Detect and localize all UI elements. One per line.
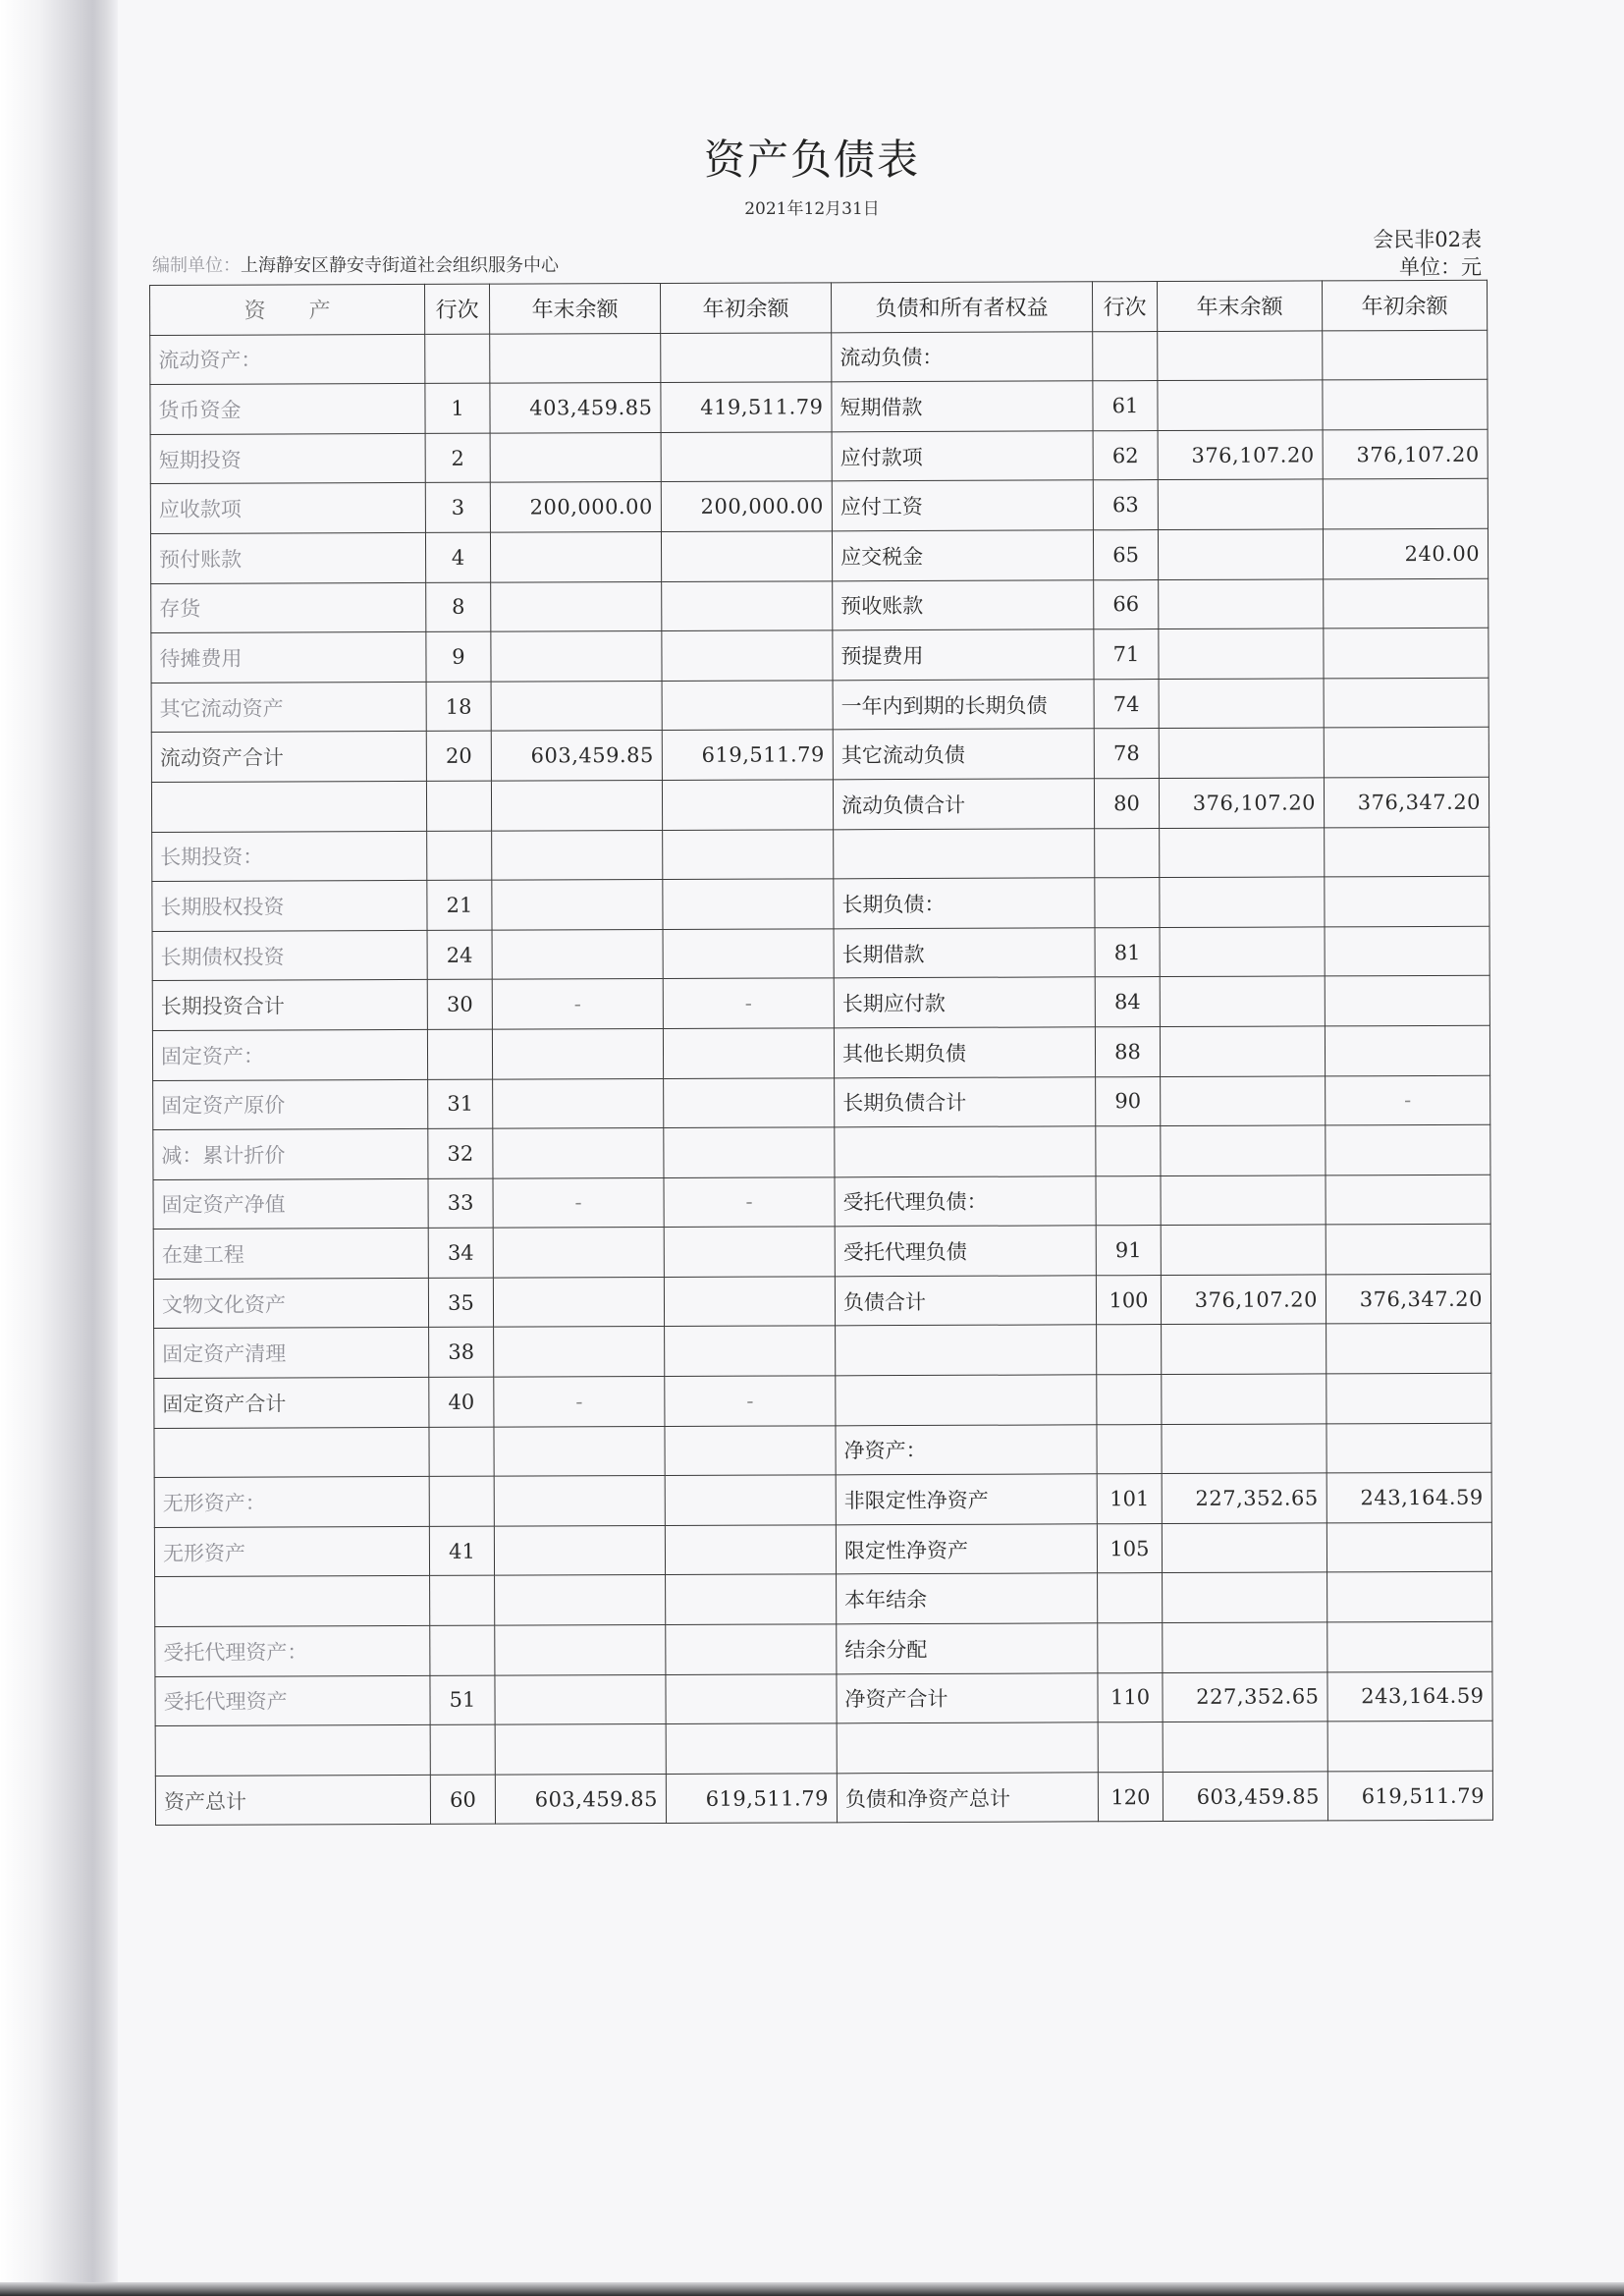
liability-item-label: 应付款项: [832, 431, 1093, 482]
liability-line-number: 80: [1094, 778, 1159, 828]
liability-line-number: [1096, 1175, 1161, 1226]
liability-item-label: 净资产：: [836, 1424, 1097, 1475]
asset-line-number: 9: [426, 631, 491, 682]
asset-item-label: [151, 781, 426, 832]
liability-item-label: 长期负债：: [834, 878, 1095, 929]
asset-begin-balance: [663, 879, 834, 929]
liability-begin-balance: 376,347.20: [1326, 1274, 1490, 1324]
liability-end-balance: [1163, 1572, 1327, 1622]
asset-begin-balance: [663, 829, 834, 879]
liability-item-label: [834, 828, 1095, 879]
liability-end-balance: 227,352.65: [1163, 1672, 1327, 1722]
liability-begin-balance: [1326, 1124, 1490, 1175]
asset-line-number: [425, 334, 490, 384]
liability-item-label: [836, 1325, 1097, 1376]
asset-item-label: [155, 1725, 430, 1777]
liability-begin-balance: [1327, 1621, 1492, 1671]
liability-line-number: 66: [1094, 579, 1159, 629]
asset-item-label: 固定资产合计: [154, 1377, 429, 1428]
asset-line-number: [430, 1724, 495, 1775]
table-row: [154, 1373, 1491, 1428]
liability-begin-balance: 376,107.20: [1323, 429, 1488, 479]
asset-begin-balance: 200,000.00: [661, 481, 832, 531]
liability-end-balance: [1158, 331, 1323, 381]
table-row: [153, 1274, 1490, 1329]
reporting-entity-label: 编制单位：: [152, 255, 241, 276]
asset-end-balance: [494, 1426, 665, 1476]
asset-end-balance: [493, 1078, 664, 1128]
asset-begin-balance: [662, 780, 833, 830]
liability-end-balance: [1161, 1175, 1326, 1226]
liability-line-number: [1095, 828, 1160, 878]
asset-line-number: 1: [425, 383, 490, 433]
asset-begin-balance: [664, 1227, 835, 1277]
page-spine-shadow: [0, 0, 118, 2296]
asset-begin-balance: [664, 1077, 835, 1127]
liability-end-balance: [1163, 1622, 1327, 1672]
asset-end-balance: 603,459.85: [491, 731, 662, 781]
asset-item-label: 短期投资: [150, 433, 425, 484]
table-row: [154, 1423, 1491, 1478]
asset-begin-balance: [661, 332, 832, 382]
asset-end-balance: -: [492, 979, 663, 1029]
liability-item-label: 本年结余: [837, 1573, 1098, 1624]
asset-begin-balance: [666, 1624, 837, 1674]
asset-end-balance: [493, 1128, 664, 1178]
asset-end-balance: -: [493, 1177, 664, 1228]
asset-end-balance: 603,459.85: [495, 1774, 666, 1824]
liability-item-label: 受托代理负债：: [835, 1175, 1096, 1227]
liability-line-number: [1098, 1722, 1163, 1773]
table-row: [151, 728, 1489, 783]
asset-end-balance: [494, 1327, 665, 1377]
liability-begin-balance: -: [1326, 1075, 1490, 1125]
asset-end-balance: 200,000.00: [490, 482, 661, 532]
liability-begin-balance: [1326, 1324, 1491, 1374]
liability-item-label: 受托代理负债: [835, 1226, 1096, 1277]
asset-item-label: 无形资产：: [154, 1477, 429, 1528]
table-row: [150, 429, 1488, 484]
asset-end-balance: [495, 1575, 666, 1625]
asset-item-label: 资产总计: [155, 1775, 430, 1826]
table-row: [153, 1075, 1490, 1130]
table-row: [151, 578, 1489, 633]
asset-begin-balance: 619,511.79: [662, 730, 833, 780]
liability-end-balance: 376,107.20: [1159, 778, 1324, 828]
liability-item-label: 流动负债合计: [833, 779, 1094, 830]
liability-begin-balance: [1323, 479, 1488, 529]
asset-item-label: 固定资产：: [152, 1029, 427, 1080]
liability-end-balance: [1158, 380, 1323, 430]
asset-begin-balance: [662, 681, 833, 731]
asset-end-balance: [490, 333, 661, 383]
table-row: [154, 1522, 1491, 1577]
liability-item-label: 限定性净资产: [836, 1524, 1097, 1575]
liability-begin-balance: [1326, 1423, 1491, 1473]
liability-begin-balance: [1324, 678, 1489, 728]
asset-line-number: 21: [427, 880, 492, 930]
table-row: [150, 330, 1488, 385]
table-row: [154, 1324, 1491, 1379]
liability-begin-balance: [1327, 1572, 1492, 1622]
liability-item-label: 结余分配: [837, 1623, 1098, 1674]
liability-end-balance: [1160, 927, 1325, 977]
asset-end-balance: [495, 1674, 666, 1724]
liability-item-label: [836, 1375, 1097, 1426]
asset-item-label: 流动资产：: [150, 334, 425, 385]
asset-end-balance: -: [494, 1377, 665, 1427]
header-asset: 资 产: [150, 284, 425, 335]
liability-end-balance: [1159, 578, 1324, 629]
liability-end-balance: [1161, 1075, 1326, 1125]
asset-line-number: 2: [425, 433, 490, 483]
liability-begin-balance: 619,511.79: [1327, 1771, 1492, 1821]
asset-item-label: 存货: [151, 582, 426, 633]
header-liability-begin: 年初余额: [1322, 280, 1487, 330]
table-row: [151, 777, 1489, 832]
liability-begin-balance: [1325, 1025, 1489, 1075]
liability-end-balance: [1162, 1424, 1326, 1474]
asset-begin-balance: [662, 630, 833, 681]
asset-item-label: 无形资产: [154, 1526, 429, 1577]
asset-end-balance: [495, 1724, 666, 1775]
liability-begin-balance: [1326, 1225, 1490, 1275]
asset-item-label: 预付账款: [150, 532, 425, 583]
liability-line-number: 100: [1096, 1275, 1161, 1325]
table-row: [152, 976, 1489, 1031]
asset-item-label: 待摊费用: [151, 632, 426, 683]
liability-begin-balance: [1325, 827, 1489, 877]
liability-item-label: 一年内到期的长期负债: [833, 680, 1094, 731]
liability-item-label: 长期负债合计: [835, 1076, 1096, 1127]
liability-end-balance: [1160, 877, 1325, 927]
asset-line-number: [429, 1476, 494, 1526]
asset-line-number: [429, 1427, 494, 1477]
asset-begin-balance: [664, 1127, 835, 1177]
asset-end-balance: [491, 631, 662, 682]
liability-item-label: [835, 1126, 1096, 1177]
liability-item-label: 其它流动负债: [833, 729, 1094, 780]
asset-begin-balance: -: [664, 1177, 835, 1228]
balance-sheet-table: [149, 280, 1493, 1827]
asset-end-balance: [492, 1028, 663, 1078]
asset-begin-balance: [661, 432, 832, 482]
liability-line-number: 91: [1096, 1226, 1161, 1276]
reporting-entity: [152, 251, 559, 277]
asset-item-label: 固定资产清理: [154, 1328, 429, 1379]
liability-end-balance: [1159, 679, 1324, 729]
asset-item-label: [155, 1576, 430, 1627]
asset-begin-balance: [662, 580, 833, 630]
asset-begin-balance: [663, 929, 834, 979]
liability-end-balance: [1160, 976, 1325, 1026]
asset-begin-balance: [665, 1525, 836, 1575]
asset-line-number: [426, 781, 491, 831]
asset-begin-balance: [666, 1673, 837, 1723]
asset-end-balance: [492, 929, 663, 979]
currency-unit: 单位：元: [1399, 255, 1482, 279]
liability-line-number: [1098, 1623, 1163, 1673]
asset-line-number: 40: [429, 1377, 494, 1427]
asset-line-number: 30: [427, 979, 492, 1029]
table-row: [151, 678, 1489, 733]
liability-item-label: 负债合计: [835, 1276, 1096, 1327]
balance-sheet-body: [150, 330, 1493, 1826]
liability-line-number: 61: [1093, 381, 1158, 431]
table-row: [152, 1025, 1489, 1080]
asset-end-balance: [492, 830, 663, 880]
asset-end-balance: [490, 531, 661, 581]
liability-begin-balance: [1323, 379, 1488, 429]
asset-line-number: [427, 1029, 492, 1079]
liability-end-balance: [1162, 1374, 1326, 1424]
liability-end-balance: [1159, 728, 1324, 778]
liability-item-label: 预收账款: [833, 579, 1094, 630]
asset-item-label: 货币资金: [150, 384, 425, 435]
table-row: [150, 379, 1488, 434]
table-row: [153, 1175, 1490, 1230]
asset-line-number: 4: [425, 532, 490, 582]
asset-begin-balance: [666, 1574, 837, 1624]
asset-begin-balance: -: [663, 978, 834, 1028]
asset-line-number: 38: [429, 1328, 494, 1378]
asset-begin-balance: [665, 1425, 836, 1475]
asset-begin-balance: [666, 1723, 837, 1774]
page-bottom-edge: [0, 2282, 1624, 2296]
asset-begin-balance: -: [665, 1376, 836, 1426]
liability-begin-balance: 376,347.20: [1324, 777, 1489, 827]
asset-begin-balance: [661, 531, 832, 581]
liability-begin-balance: 243,164.59: [1326, 1473, 1491, 1523]
liability-begin-balance: [1326, 1175, 1490, 1225]
header-liability: 负债和所有者权益: [831, 282, 1092, 333]
asset-item-label: 流动资产合计: [151, 732, 426, 783]
liability-item-label: 短期借款: [832, 381, 1093, 432]
liability-item-label: 负债和净资产总计: [837, 1773, 1098, 1824]
table-row: [153, 1225, 1490, 1280]
liability-item-label: 长期借款: [834, 928, 1095, 979]
asset-line-number: 8: [426, 582, 491, 632]
asset-line-number: 20: [426, 732, 491, 782]
form-code: 会民非02表: [1373, 228, 1482, 251]
liability-begin-balance: [1326, 1373, 1491, 1423]
liability-item-label: 净资产合计: [837, 1672, 1098, 1723]
liability-begin-balance: [1325, 976, 1489, 1026]
liability-end-balance: 376,107.20: [1161, 1275, 1326, 1325]
asset-line-number: [427, 831, 492, 881]
liability-end-balance: [1163, 1722, 1327, 1772]
asset-item-label: 固定资产净值: [153, 1178, 428, 1230]
asset-begin-balance: [664, 1277, 835, 1327]
liability-begin-balance: [1325, 876, 1489, 926]
asset-line-number: [430, 1576, 495, 1626]
liability-end-balance: [1160, 827, 1325, 877]
liability-begin-balance: 240.00: [1323, 528, 1488, 578]
liability-line-number: [1095, 878, 1160, 928]
asset-line-number: 24: [427, 930, 492, 980]
liability-item-label: 其他长期负债: [834, 1027, 1095, 1078]
asset-line-number: 35: [428, 1278, 493, 1328]
liability-item-label: 预提费用: [833, 629, 1094, 681]
liability-end-balance: [1158, 479, 1323, 529]
asset-line-number: 33: [428, 1178, 493, 1229]
liability-end-balance: [1162, 1523, 1326, 1573]
asset-begin-balance: 419,511.79: [661, 382, 832, 432]
asset-end-balance: [494, 1525, 665, 1575]
header-asset-line: 行次: [424, 284, 489, 334]
liability-line-number: 84: [1095, 977, 1160, 1027]
liability-begin-balance: [1326, 1522, 1491, 1572]
asset-line-number: 41: [429, 1526, 494, 1576]
liability-line-number: 110: [1098, 1672, 1163, 1722]
liability-line-number: 120: [1098, 1772, 1163, 1822]
table-row: [150, 479, 1488, 534]
liability-line-number: [1097, 1325, 1162, 1375]
asset-item-label: 长期投资：: [152, 831, 427, 882]
table-row: [152, 926, 1489, 981]
asset-begin-balance: [663, 1028, 834, 1078]
liability-line-number: [1097, 1424, 1162, 1474]
asset-item-label: 受托代理资产: [155, 1675, 430, 1726]
liability-line-number: 90: [1096, 1076, 1161, 1126]
liability-line-number: 88: [1095, 1026, 1160, 1076]
liability-item-label: 流动负债：: [832, 331, 1093, 382]
liability-line-number: 63: [1093, 480, 1158, 530]
liability-line-number: 74: [1094, 679, 1159, 729]
header-asset-begin: 年初余额: [660, 283, 831, 333]
page-title: 资产负债表: [703, 136, 920, 184]
asset-end-balance: [493, 1277, 664, 1327]
liability-line-number: 71: [1094, 629, 1159, 680]
asset-item-label: 长期投资合计: [152, 980, 427, 1031]
liability-item-label: 应交税金: [832, 530, 1093, 581]
reporting-entity-name: 上海静安区静安寺街道社会组织服务中心: [241, 255, 559, 276]
liability-end-balance: [1161, 1125, 1326, 1175]
liability-end-balance: [1159, 629, 1324, 679]
table-row: [155, 1671, 1492, 1726]
liability-end-balance: [1160, 1026, 1325, 1076]
asset-item-label: 长期股权投资: [152, 881, 427, 932]
liability-item-label: 长期应付款: [834, 977, 1095, 1028]
asset-line-number: 60: [430, 1775, 495, 1825]
table-row: [150, 528, 1488, 583]
asset-end-balance: [493, 1228, 664, 1278]
asset-item-label: 受托代理资产：: [155, 1625, 430, 1676]
asset-end-balance: [492, 880, 663, 930]
table-row: [155, 1771, 1492, 1826]
table-row: [152, 827, 1489, 882]
asset-item-label: 应收款项: [150, 483, 425, 534]
asset-end-balance: [491, 780, 662, 830]
liability-line-number: [1093, 331, 1158, 381]
liability-line-number: 101: [1097, 1474, 1162, 1524]
liability-line-number: 105: [1097, 1523, 1162, 1573]
header-asset-end: 年末余额: [489, 284, 660, 334]
asset-item-label: [154, 1427, 429, 1478]
liability-end-balance: [1162, 1324, 1326, 1374]
table-row: [155, 1621, 1492, 1676]
asset-end-balance: [494, 1476, 665, 1526]
liability-line-number: 81: [1095, 927, 1160, 977]
asset-begin-balance: 619,511.79: [666, 1774, 837, 1824]
liability-begin-balance: [1324, 628, 1489, 678]
liability-begin-balance: [1327, 1721, 1492, 1771]
liability-item-label: 应付工资: [832, 480, 1093, 531]
asset-line-number: 51: [430, 1675, 495, 1725]
asset-line-number: 32: [428, 1128, 493, 1178]
liability-begin-balance: [1325, 926, 1489, 976]
header-liability-line: 行次: [1092, 282, 1157, 332]
liability-line-number: [1097, 1375, 1162, 1425]
liability-end-balance: [1161, 1225, 1326, 1275]
asset-item-label: 其它流动资产: [151, 682, 426, 733]
liability-end-balance: [1158, 529, 1323, 579]
asset-begin-balance: [665, 1326, 836, 1376]
asset-line-number: 34: [428, 1228, 493, 1278]
liability-begin-balance: [1324, 728, 1489, 778]
liability-line-number: 62: [1093, 430, 1158, 480]
asset-end-balance: [491, 681, 662, 731]
asset-line-number: 3: [425, 483, 490, 533]
table-header-row: [150, 280, 1488, 335]
asset-line-number: 31: [428, 1079, 493, 1129]
table-row: [151, 628, 1489, 683]
asset-begin-balance: [665, 1475, 836, 1525]
liability-line-number: 78: [1094, 729, 1159, 779]
asset-end-balance: [495, 1625, 666, 1675]
liability-begin-balance: [1324, 578, 1489, 629]
asset-end-balance: [491, 581, 662, 631]
table-row: [155, 1721, 1492, 1776]
report-date: 2021年12月31日: [744, 199, 880, 219]
liability-end-balance: 603,459.85: [1163, 1772, 1327, 1822]
liability-item-label: 非限定性净资产: [836, 1474, 1097, 1525]
table-row: [154, 1473, 1491, 1528]
liability-begin-balance: [1323, 330, 1488, 380]
asset-item-label: 在建工程: [153, 1229, 428, 1280]
asset-item-label: 减：累计折价: [153, 1129, 428, 1180]
liability-line-number: [1098, 1573, 1163, 1623]
table-row: [153, 1124, 1490, 1179]
liability-end-balance: 227,352.65: [1162, 1473, 1326, 1523]
liability-item-label: [837, 1722, 1098, 1774]
asset-line-number: 18: [426, 682, 491, 732]
asset-item-label: 文物文化资产: [153, 1278, 428, 1329]
header-liability-end: 年末余额: [1157, 281, 1322, 331]
liability-line-number: 65: [1093, 530, 1158, 580]
liability-end-balance: 376,107.20: [1158, 430, 1323, 480]
asset-end-balance: [490, 432, 661, 482]
asset-item-label: 长期债权投资: [152, 930, 427, 981]
asset-line-number: [430, 1625, 495, 1675]
table-row: [155, 1572, 1492, 1627]
asset-item-label: 固定资产原价: [153, 1079, 428, 1130]
liability-begin-balance: 243,164.59: [1327, 1671, 1492, 1722]
liability-line-number: [1096, 1126, 1161, 1176]
asset-end-balance: 403,459.85: [490, 383, 661, 433]
table-row: [152, 876, 1489, 931]
